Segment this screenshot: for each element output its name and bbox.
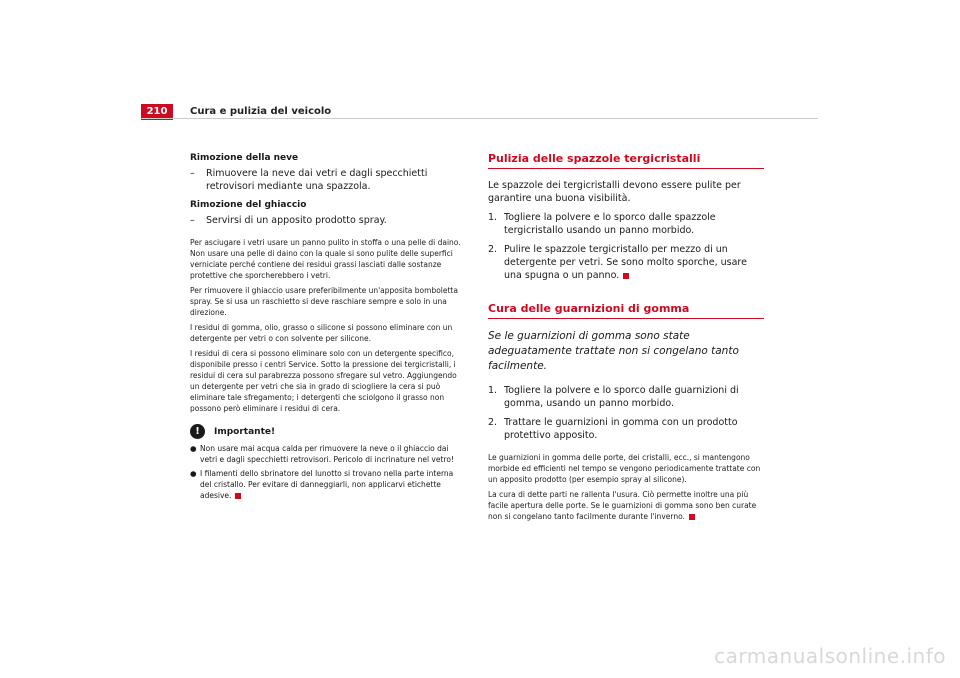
wipers-step (488, 243, 764, 282)
warning-title: Importante! (214, 426, 276, 437)
warning-icon: ! (190, 424, 205, 439)
header-divider (141, 118, 818, 119)
snow-step (190, 167, 465, 193)
snow-heading: Rimozione della neve (190, 153, 299, 163)
step-text: Trattare le guarnizioni in gomma con un prodotto protettivo apposito. (504, 417, 738, 441)
page-number: 210 (141, 104, 173, 120)
wipers-intro: Le spazzole dei tergicristalli devono essere pulite per garantire una buona visibilità. (488, 180, 741, 204)
section-end-icon (235, 493, 241, 499)
step-number: 2. (488, 244, 498, 255)
watermark: carmanualsonline.info (714, 644, 946, 668)
step-text: Togliere la polvere e lo sporco dalle spazzole tergicristallo usando un panno morbido. (504, 212, 716, 236)
note-paragraph: Per rimuovere il ghiaccio usare preferibilmente un'apposita bomboletta spray. Se si usa un raschietto si deve raschiare sempre e solo in una direzione. (190, 286, 458, 317)
ice-step-text: Servirsi di un apposito prodotto spray. (206, 215, 387, 226)
warning-item-text: Non usare mai acqua calda per rimuovere la neve o il ghiaccio dai vetri e dagli specchietti retrovisori. Pericolo di incrinature nel vetro! (200, 444, 454, 464)
ice-heading: Rimozione del ghiaccio (190, 200, 307, 210)
seals-lead: Se le guarnizioni di gomma sono state adeguatamente trattate non si congelano tanto facilmente. (488, 330, 739, 372)
section-end-icon (689, 514, 695, 520)
step-text: Togliere la polvere e lo sporco dalle guarnizioni di gomma, usando un panno morbido. (504, 385, 739, 409)
step-number: 1. (488, 385, 498, 396)
wipers-step (488, 211, 764, 237)
seals-step (488, 384, 764, 410)
page-title: Cura e pulizia del veicolo (190, 106, 332, 117)
note-paragraph: Le guarnizioni in gomma delle porte, dei cristalli, ecc., si mantengono morbide ed efficienti nel tempo se vengono periodicamente trattate con un apposito prodotto (per esempio spray al silicone). (488, 453, 761, 484)
note-text: La cura di dette parti ne rallenta l'usura. Ciò permette inoltre una più facile apertura delle porte. Se le guarnizioni di gomma sono ben curate non si congelano tanto facilmente durante l'inverno. (488, 490, 757, 521)
warning-item (190, 443, 465, 465)
wipers-section-title: Pulizia delle spazzole tergicristalli (488, 152, 764, 169)
step-text: Pulire le spazzole tergicristallo per mezzo di un detergente per vetri. Se sono molto sporche, usare una spugna o un panno. (504, 244, 747, 281)
bullet-icon: ● (190, 469, 197, 478)
warning-item-text: I filamenti dello sbrinatore del lunotto si trovano nella parte interna del cristallo. Per evitare di danneggiarli, non applicarvi etichette adesive. (200, 469, 454, 500)
step-number: 2. (488, 417, 498, 428)
note-paragraph: I residui di gomma, olio, grasso o silicone si possono eliminare con un detergente per vetri o con solvente per silicone. (190, 323, 453, 343)
seals-section-title: Cura delle guarnizioni di gomma (488, 302, 764, 319)
note-paragraph: Per asciugare i vetri usare un panno pulito in stoffa o una pelle di daino. Non usare una pelle di daino con la quale si sono pulite delle superfici verniciate perché contiene dei residui grassi lasciati dalle sostanze protettive che sporcherebbero i vetri. (190, 238, 461, 280)
note-paragraph (488, 489, 764, 522)
seals-step (488, 416, 764, 442)
left-column (190, 152, 465, 504)
step-number: 1. (488, 212, 498, 223)
bullet-icon: ● (190, 444, 197, 453)
note-paragraph: I residui di cera si possono eliminare solo con un detergente specifico, disponibile presso i centri Service. Sotto la pressione dei tergicristalli, i residui di cera sul parabrezza possono sfregare sul vetro. Aggiungendo un detergente per vetri che sia in grado di sciogliere la cera si può eliminare tale sfregamento; i detergenti che sciolgono il grasso non possono però eliminare i residui di cera. (190, 349, 457, 413)
warning-item (190, 468, 465, 501)
snow-step-text: Rimuovere la neve dai vetri e dagli specchietti retrovisori mediante una spazzola. (206, 168, 428, 192)
dash-marker: – (190, 215, 195, 226)
dash-marker: – (190, 168, 195, 179)
ice-step (190, 214, 465, 227)
section-end-icon (623, 273, 629, 279)
warning-header (190, 424, 465, 439)
right-column (488, 152, 764, 526)
